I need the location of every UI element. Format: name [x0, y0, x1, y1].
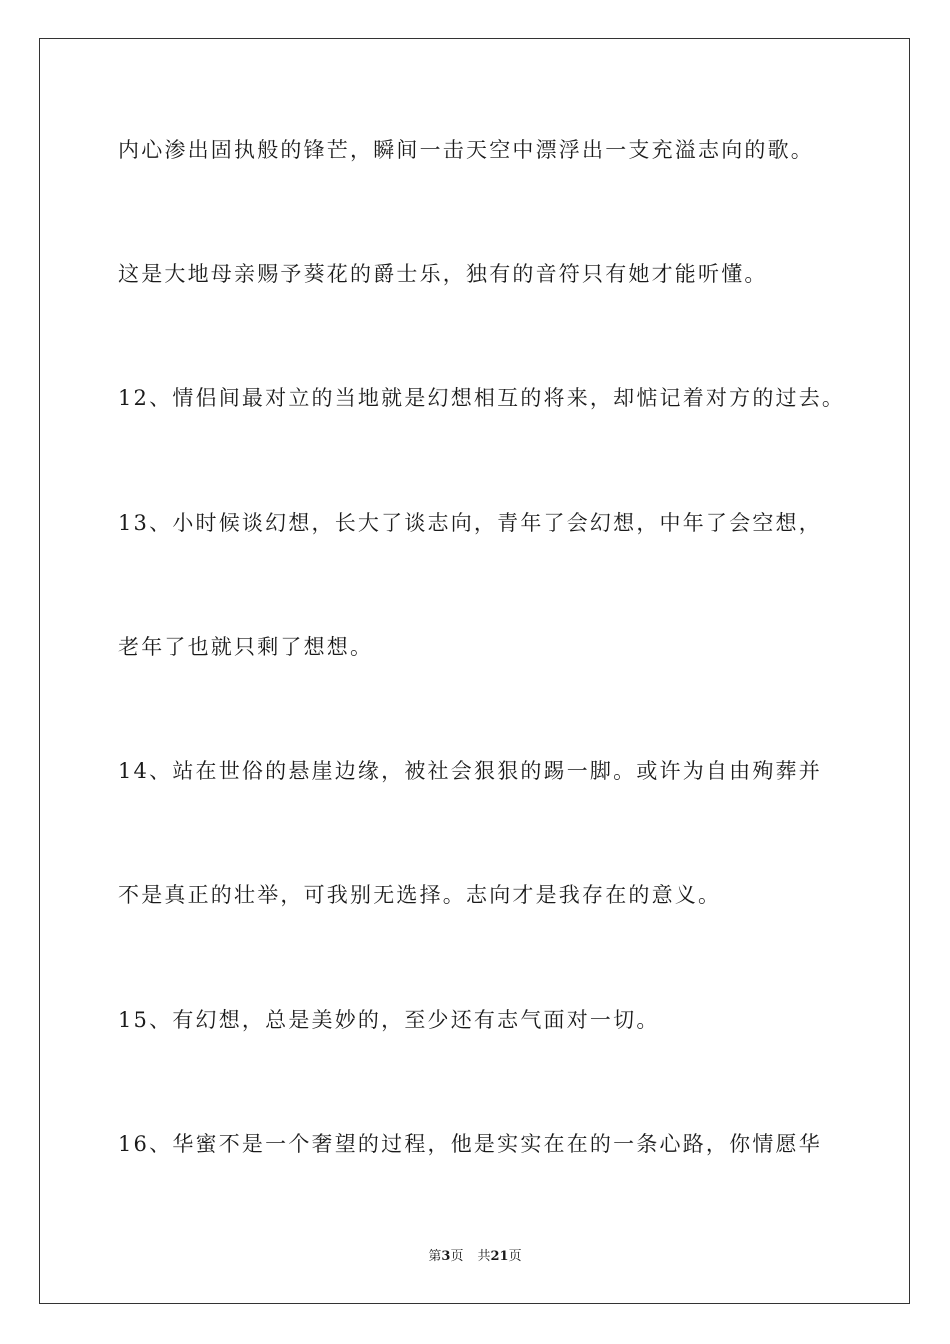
- text-line-3: 12、情侣间最对立的当地就是幻想相互的将来，却惦记着对方的过去。: [118, 386, 846, 410]
- text-line-1: 内心渗出固执般的锋芒，瞬间一击天空中漂浮出一支充溢志向的歌。: [118, 138, 814, 162]
- text-line-7: 不是真正的壮举，可我别无选择。志向才是我存在的意义。: [118, 883, 722, 907]
- page-border: [39, 38, 910, 1304]
- total-suffix: 页: [508, 1249, 522, 1264]
- text-line-5: 老年了也就只剩了想想。: [118, 635, 374, 659]
- text-line-8: 15、有幻想，总是美妙的，至少还有志气面对一切。: [118, 1008, 660, 1032]
- total-pages: 21: [490, 1249, 509, 1264]
- page-prefix: 第: [428, 1249, 442, 1264]
- page-number: 3: [441, 1249, 451, 1264]
- text-line-9: 16、华蜜不是一个奢望的过程，他是实实在在的一条心路，你情愿华: [118, 1132, 822, 1156]
- total-prefix: 共: [477, 1249, 491, 1264]
- page-suffix: 页: [450, 1249, 464, 1264]
- text-line-6: 14、站在世俗的悬崖边缘，被社会狠狠的踢一脚。或许为自由殉葬并: [118, 759, 822, 783]
- page-footer: [0, 1248, 950, 1266]
- text-line-4: 13、小时候谈幻想，长大了谈志向，青年了会幻想，中年了会空想，: [118, 511, 822, 535]
- text-line-2: 这是大地母亲赐予葵花的爵士乐，独有的音符只有她才能听懂。: [118, 262, 768, 286]
